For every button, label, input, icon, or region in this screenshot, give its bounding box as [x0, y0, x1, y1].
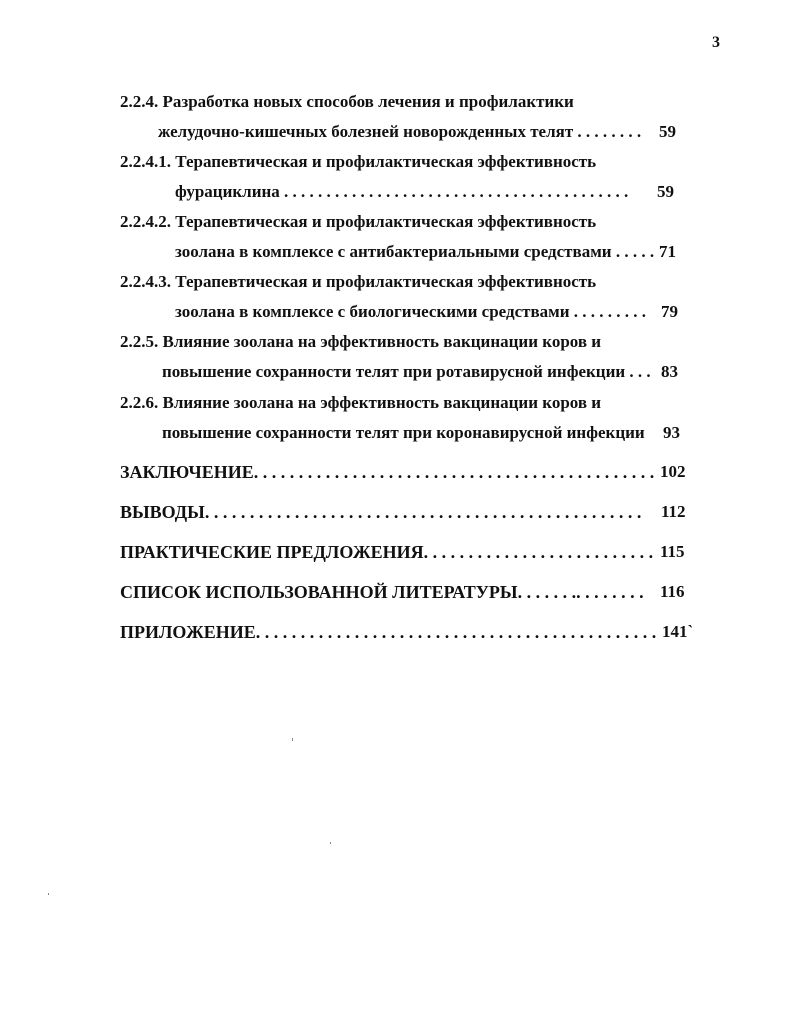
toc-entry-2-2-4-3-title: 2.2.4.3. Терапевтическая и профилактическая эффективность [120, 272, 597, 291]
scan-speck [48, 893, 49, 895]
toc-conclusion-page: 102 [660, 462, 686, 481]
toc-entry-2-2-4-3-subtitle: зоолана в комплексе с биологическими средствами . . . . . . . . . [175, 302, 647, 321]
toc-entry-2-2-4-1-title: 2.2.4.1. Терапевтическая и профилактическая эффективность [120, 152, 597, 171]
toc-practical-proposals-page: 115 [660, 542, 685, 561]
toc-references-page: 116 [660, 582, 685, 601]
toc-findings-page: 112 [661, 502, 686, 521]
toc-entry-2-2-5-title: 2.2.5. Влияние зоолана на эффективность вакцинации коров и [120, 332, 602, 351]
scan-speck [292, 738, 293, 741]
toc-appendix-page: 141` [662, 622, 694, 641]
toc-entry-2-2-4-2-title: 2.2.4.2. Терапевтическая и профилактическая эффективность [120, 212, 597, 231]
page-number: 3 [712, 34, 720, 51]
toc-entry-2-2-4-2-page: 71 [659, 242, 676, 261]
toc-entry-2-2-4-1-page: 59 [657, 182, 674, 201]
toc-entry-2-2-5-subtitle: повышение сохранности телят при ротавирусной инфекции . . . [162, 362, 651, 381]
toc-appendix: ПРИЛОЖЕНИЕ. . . . . . . . . . . . . . . . . . . . . . . . . . . . . . . . . . . . . . . . . . . . . [120, 622, 657, 642]
toc-entry-2-2-6-page: 93 [663, 423, 680, 442]
toc-conclusion: ЗАКЛЮЧЕНИЕ. . . . . . . . . . . . . . . . . . . . . . . . . . . . . . . . . . . . . . . . . . . . . [120, 462, 655, 482]
toc-entry-2-2-4-3-page: 79 [661, 302, 678, 321]
toc-entry-2-2-4-subtitle: желудочно-кишечных болезней новорожденных телят . . . . . . . . [158, 122, 642, 141]
toc-references: СПИСОК ИСПОЛЬЗОВАННОЙ ЛИТЕРАТУРЫ. . . . . . .. . . . . . . . [120, 582, 644, 602]
toc-entry-2-2-5-page: 83 [661, 362, 678, 381]
toc-entry-2-2-4-title: 2.2.4. Разработка новых способов лечения и профилактики [120, 92, 574, 111]
toc-entry-2-2-6-title: 2.2.6. Влияние зоолана на эффективность вакцинации коров и [120, 393, 602, 412]
toc-entry-2-2-6-subtitle: повышение сохранности телят при коронавирусной инфекции [162, 423, 645, 442]
toc-practical-proposals: ПРАКТИЧЕСКИЕ ПРЕДЛОЖЕНИЯ. . . . . . . . . . . . . . . . . . . . . . . . . . [120, 542, 654, 562]
toc-entry-2-2-4-page: 59 [659, 122, 676, 141]
toc-findings: ВЫВОДЫ. . . . . . . . . . . . . . . . . . . . . . . . . . . . . . . . . . . . . . . . . . . . . . . . . [120, 502, 642, 522]
scan-speck [330, 842, 331, 844]
toc-entry-2-2-4-2-subtitle: зоолана в комплексе с антибактериальными средствами . . . . . [175, 242, 655, 261]
toc-entry-2-2-4-1-subtitle: фурациклина . . . . . . . . . . . . . . . . . . . . . . . . . . . . . . . . . . . . . . . . . [175, 182, 629, 201]
